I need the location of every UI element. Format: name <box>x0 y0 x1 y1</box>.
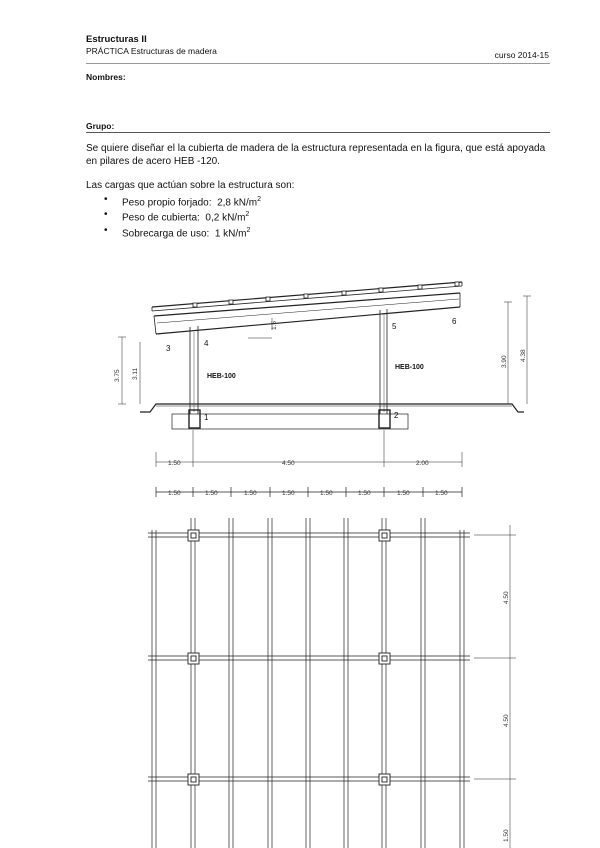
practica-title: PRÁCTICA Estructuras de madera <box>86 46 217 56</box>
column-label-right: HEB-100 <box>395 364 424 371</box>
point-5: 5 <box>392 322 397 331</box>
plan-dim-v3: 1.50 <box>503 829 510 842</box>
plan-spacing-1: 1.50 <box>168 490 181 497</box>
column-left <box>190 326 198 414</box>
point-3: 3 <box>166 344 171 353</box>
point-2: 2 <box>394 411 399 420</box>
dim-elev-1: 1.50 <box>168 460 181 467</box>
dim-right-inner: 3.90 <box>501 355 508 368</box>
column-label-left: HEB-100 <box>207 373 236 380</box>
plan-spacing-5: 1.50 <box>320 490 333 497</box>
load-item: • Peso propio forjado: 2,8 $kN/m^2$ <box>104 194 261 209</box>
dim-elev-2: 4.50 <box>282 460 295 467</box>
plan-spacing-8: 1.50 <box>435 490 448 497</box>
elevation-view <box>118 282 531 467</box>
load-item: • Peso de cubierta: 0,2 $kN/m^2$ <box>104 209 261 224</box>
plan-spacing-7: 1.50 <box>397 490 410 497</box>
plan-dim-v1: 4.50 <box>503 591 510 604</box>
column-right <box>380 309 387 414</box>
course-year: curso 2014-15 <box>494 50 549 60</box>
dim-elev-3: 2.00 <box>416 460 429 467</box>
plan-spacing-4: 1.50 <box>282 490 295 497</box>
group-label: Grupo: <box>86 121 115 131</box>
dim-left-inner: 3.11 <box>132 367 139 380</box>
point-1: 1 <box>204 413 209 422</box>
problem-statement: Se quiere diseñar el la cubierta de madera de la estructura representada en la figura, que está apoyada en pilares de acero HEB -120. <box>86 143 546 167</box>
loads-title: Las cargas que actúan sobre la estructura son: <box>86 180 295 191</box>
plan-dim-v2: 4.50 <box>503 714 510 727</box>
course-title: Estructuras II <box>86 34 147 45</box>
point-6: 6 <box>452 317 457 326</box>
dim-left-outer: 3.75 <box>114 369 121 382</box>
plan-view <box>148 487 516 848</box>
plan-spacing-6: 1.50 <box>358 490 371 497</box>
dim-right-outer: 4.38 <box>520 349 527 362</box>
dim-mid: 1.5 <box>271 320 278 330</box>
plan-spacing-2: 1.50 <box>205 490 218 497</box>
load-item: • Sobrecarga de uso: 1 $kN/m^2$ <box>104 225 261 240</box>
point-4: 4 <box>204 339 209 348</box>
plan-spacing-3: 1.50 <box>244 490 257 497</box>
names-label: Nombres: <box>86 72 126 82</box>
